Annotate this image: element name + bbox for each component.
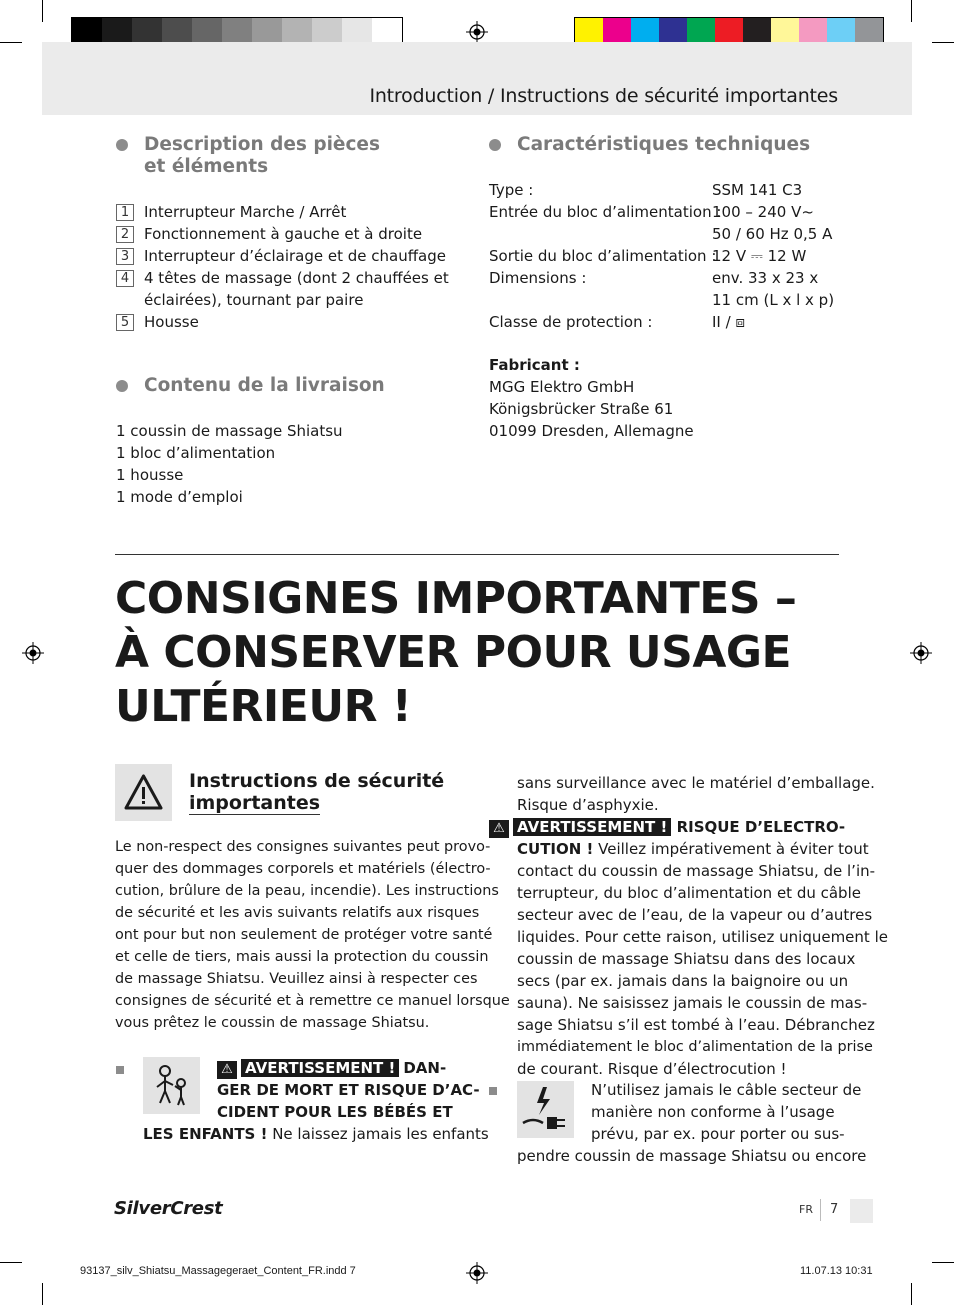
spec-value: 100 – 240 V~	[712, 203, 814, 221]
part-number: 4	[116, 270, 134, 287]
intro-line: de sécurité et les avis suivants relatifs aux risques	[115, 905, 480, 921]
part-label: Interrupteur d’éclairage et de chauffage	[144, 247, 446, 265]
list-bullet	[489, 1087, 497, 1095]
body-line: terrupteur, du bloc d’alimentation et du câble	[517, 884, 861, 902]
warning-1-head	[217, 1057, 480, 1123]
safety-heading-line: importantes	[189, 792, 321, 814]
section-divider	[115, 554, 839, 555]
right-col-top	[517, 772, 875, 816]
heading-bullet	[116, 380, 128, 392]
spec-label: Dimensions :	[489, 269, 587, 287]
spec-value: 11 cm (L x l x p)	[712, 291, 835, 309]
crop-mark	[0, 42, 22, 43]
body-line: N’utilisez jamais le câble secteur de	[591, 1081, 862, 1099]
intro-line: cution, brûlure de la peau, incendie). Les instructions	[115, 883, 499, 899]
spec-value: 50 / 60 Hz 0,5 A	[712, 225, 833, 243]
part-number: 5	[116, 314, 134, 331]
body-line: immédiatement le bloc d’alimentation de la prise	[517, 1039, 873, 1055]
crop-mark	[911, 0, 912, 22]
spec-value: II / ⧈	[712, 313, 745, 331]
body-line: liquides. Pour cette raison, utilisez uniquement le	[517, 928, 888, 946]
brand-logo: SilverCrest	[114, 1198, 223, 1219]
warning-badge: AVERTISSEMENT !	[241, 1059, 399, 1077]
intro-line: vous prêtez le coussin de massage Shiatsu.	[115, 1015, 430, 1031]
crop-mark	[932, 42, 954, 43]
intro-line: et celle de tiers, mais aussi la protection du coussin	[115, 949, 489, 965]
warning-text: GER DE MORT ET RISQUE D’AC-	[217, 1081, 480, 1099]
warning-3-last: pendre coussin de massage Shiatsu ou encore	[517, 1147, 867, 1165]
spec-value: 12 V ⎓ 12 W	[712, 247, 807, 265]
spec-value: SSM 141 C3	[712, 181, 803, 199]
warning-2-body	[517, 838, 888, 1080]
spec-label: Type :	[489, 181, 534, 199]
intro-line: de massage Shiatsu. Veuillez ainsi à respecter ces	[115, 971, 478, 987]
big-title	[115, 572, 796, 734]
delivery-item: 1 housse	[116, 466, 184, 484]
warning-text: DAN-	[403, 1059, 447, 1077]
manufacturer-label: Fabricant :	[489, 356, 580, 374]
delivery-heading: Contenu de la livraison	[144, 375, 385, 396]
crop-mark	[932, 1262, 954, 1263]
part-label: éclairées), tournant par paire	[144, 291, 364, 309]
body-line: sauna). Ne saisissez jamais le coussin de mas-	[517, 994, 868, 1012]
part-label: 4 têtes de massage (dont 2 chauffées et	[144, 269, 449, 287]
body-line: de courant. Risque d’électrocution !	[517, 1060, 787, 1078]
warning-text: Ne laissez jamais les enfants	[267, 1125, 489, 1143]
spec-label: Classe de protection :	[489, 313, 653, 331]
footer-tab	[850, 1199, 873, 1223]
warning-text: Veillez impérativement à éviter tout	[593, 840, 869, 858]
registration-mark-icon	[910, 642, 932, 664]
warning-text: LES ENFANTS !	[143, 1125, 268, 1143]
body-line: secs (par ex. jamais dans la baignoire ou un	[517, 972, 849, 990]
registration-mark-icon	[466, 1262, 488, 1284]
footer-divider	[820, 1199, 821, 1221]
crop-mark	[911, 1283, 912, 1305]
warning-text: CIDENT POUR LES BÉBÉS ET	[217, 1103, 453, 1121]
heading-bullet	[489, 139, 501, 151]
warning-text: CUTION !	[517, 840, 594, 858]
parts-heading-line: et éléments	[144, 156, 269, 177]
body-line: secteur avec de l’eau, de la vapeur ou d’autres	[517, 906, 873, 924]
warning-text: RISQUE D’ELECTRO-	[671, 818, 846, 836]
registration-mark-icon	[22, 642, 44, 664]
child-warning-icon	[143, 1057, 200, 1114]
body-line: sans surveillance avec le matériel d’emballage.	[517, 774, 875, 792]
warning-small-icon: ⚠	[489, 820, 509, 838]
parts-heading-line: Description des pièces	[144, 134, 380, 155]
spec-label: Entrée du bloc d’alimentation :	[489, 203, 722, 221]
safety-heading	[189, 770, 444, 815]
big-title-line: À CONSERVER POUR USAGE	[115, 627, 792, 678]
specs-heading: Caractéristiques techniques	[517, 134, 811, 155]
intro-line: Le non-respect des consignes suivantes peut provo-	[115, 839, 491, 855]
part-label: Housse	[144, 313, 199, 331]
body-line: manière non conforme à l’usage	[591, 1103, 835, 1121]
body-line: Risque d’asphyxie.	[517, 796, 659, 814]
intro-line: quer des dommages corporels et matériels (électro-	[115, 861, 491, 877]
manufacturer-line: 01099 Dresden, Allemagne	[489, 422, 694, 440]
warning-triangle-icon	[115, 764, 172, 821]
warning-3-body	[591, 1079, 861, 1145]
big-title-line: ULTÉRIEUR !	[115, 681, 412, 732]
big-title-line: CONSIGNES IMPORTANTES –	[115, 573, 797, 624]
manufacturer-line: MGG Elektro GmbH	[489, 378, 635, 396]
part-number: 1	[116, 204, 134, 221]
intro-line: consignes de sécurité et à remettre ce manuel lorsque	[115, 993, 510, 1009]
language-code: FR	[799, 1203, 813, 1216]
heading-bullet	[116, 139, 128, 151]
part-number: 3	[116, 248, 134, 265]
page-header-title: Introduction / Instructions de sécurité importantes	[369, 85, 838, 107]
warning-2-head	[489, 816, 845, 838]
delivery-item: 1 coussin de massage Shiatsu	[116, 422, 343, 440]
crop-mark	[42, 0, 43, 22]
crop-mark	[42, 1283, 43, 1305]
warning-badge: AVERTISSEMENT !	[513, 818, 671, 836]
warning-1-last	[143, 1123, 489, 1145]
safety-intro	[115, 836, 510, 1034]
crop-mark	[0, 1262, 22, 1263]
body-line: coussin de massage Shiatsu dans des locaux	[517, 950, 856, 968]
part-label: Interrupteur Marche / Arrêt	[144, 203, 347, 221]
part-label: Fonctionnement à gauche et à droite	[144, 225, 423, 243]
spec-label: Sortie du bloc d’alimentation :	[489, 247, 717, 265]
body-line: sage Shiatsu s’il est tombé à l’eau. Débranchez	[517, 1016, 875, 1034]
warning-small-icon: ⚠	[217, 1061, 237, 1079]
page-number: 7	[830, 1202, 839, 1217]
registration-mark-icon	[466, 21, 488, 43]
parts-heading	[144, 134, 380, 178]
slug-timestamp: 11.07.13 10:31	[800, 1265, 873, 1277]
delivery-item: 1 bloc d’alimentation	[116, 444, 276, 462]
electric-plug-icon	[517, 1081, 574, 1138]
delivery-item: 1 mode d’emploi	[116, 488, 243, 506]
spec-value: env. 33 x 23 x	[712, 269, 819, 287]
intro-line: ont pour but non seulement de protéger votre santé	[115, 927, 493, 943]
slug-filename: 93137_silv_Shiatsu_Massagegeraet_Content_FR.indd 7	[80, 1265, 356, 1277]
body-line: contact du coussin de massage Shiatsu, de l’in-	[517, 862, 876, 880]
safety-heading-line: Instructions de sécurité	[189, 770, 445, 792]
manufacturer-line: Königsbrücker Straße 61	[489, 400, 674, 418]
body-line: prévu, par ex. pour porter ou sus-	[591, 1125, 845, 1143]
part-number: 2	[116, 226, 134, 243]
list-bullet	[116, 1066, 124, 1074]
